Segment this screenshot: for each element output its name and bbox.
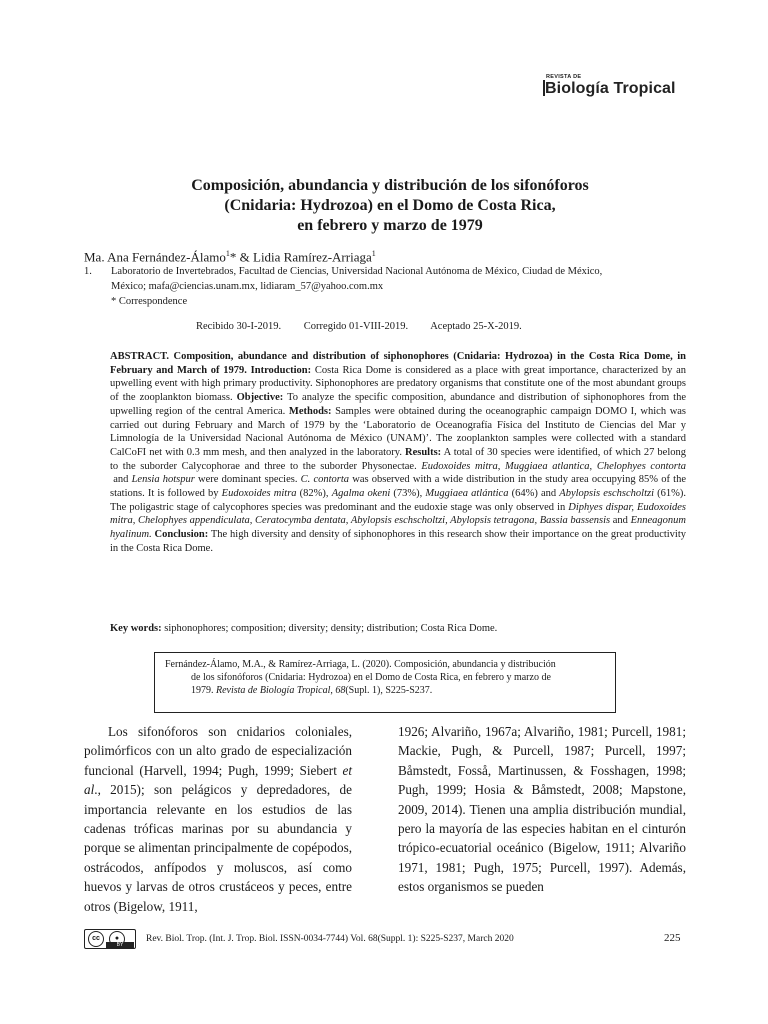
species-7: Agalma okeni: [331, 488, 391, 500]
species-2: Muggiaea atlantica: [505, 460, 590, 472]
citation-pages: (Supl. 1), S225-S237.: [345, 685, 433, 696]
author-1-mark: *: [229, 249, 237, 265]
affiliation-number: 1.: [84, 266, 92, 277]
affiliation-line-2: México; mafa@ciencias.unam.mx, lidiaram_57@yahoo.com.mx: [111, 281, 384, 292]
body-column-right: [398, 722, 686, 897]
species-6: Eudoxoides mitra: [221, 488, 297, 500]
results-text-b: were dominant species.: [194, 474, 301, 486]
author-2: Lidia Ramírez-Arriaga: [253, 249, 372, 265]
abstract: [110, 350, 686, 556]
citation-box: [154, 652, 616, 713]
author-list: [84, 246, 376, 265]
date-accepted: Aceptado 25-X-2019.: [430, 321, 522, 332]
keywords-label: Key words:: [110, 623, 162, 634]
page-number: 225: [664, 932, 681, 944]
body-left-etal: et al: [84, 762, 352, 798]
article-title: [80, 176, 700, 236]
cc-icon: cc: [88, 931, 104, 947]
citation-line-2: de los sifonóforos (Cnidaria: Hydrozoa) en el Domo de Costa Rica, en febrero y marzo de: [191, 672, 551, 683]
results-text-f: (64%) and: [508, 488, 560, 500]
date-corrected: Corregido 01-VIII-2019.: [303, 321, 409, 332]
results-text-g: (61%). The poligastric stage of calycophores species was predominant and the eudoxie stage was only observed in: [110, 488, 687, 513]
sep-1: ,: [497, 460, 505, 472]
abstract-title: Composition, abundance and distribution of siphonophores (Cnidaria: Hydrozoa) in the Costa Rica Dome, in February and March of 1979.: [110, 351, 687, 376]
keywords: [110, 622, 686, 636]
species-11: Enneagonum hyalinum.: [110, 515, 686, 541]
body-left-text-a: Los sifonóforos son cnidarios coloniales, polimórficos con un alto grado de especialización funcional (Harvell, 1994; Pugh, 1999; Siebert: [84, 724, 352, 778]
methods-text: Samples were obtained during the oceanographic campaign DOMO I, which was carried out during February and March of 1979 by the ‘Laboratorio de Oceanografía Física del Instituto de Ciencias del Mar y Limnología de la Universidad Nacional Autónoma de México (UNAM)’. The zooplankton samples were collected with a standard CalCoFI net with 0.3 mm mesh, and then analyzed in the laboratory.: [110, 405, 687, 458]
title-line-2: (Cnidaria: Hydrozoa) en el Domo de Costa Rica,: [224, 197, 556, 214]
person-icon: ●: [109, 931, 125, 947]
by-label: BY: [106, 942, 134, 948]
creative-commons-license-icon[interactable]: [84, 929, 136, 949]
date-received: Recibido 30-I-2019.: [196, 321, 282, 332]
citation-line-3: [165, 684, 615, 697]
body-right-text: 1926; Alvariño, 1967a; Alvariño, 1981; Purcell, 1981; Mackie, Pugh, & Purcell, 1987; Purcell, 1997; Båmstedt, Fosså, Martinussen, & Fosshagen, 1998; Pugh, 1999; Hosia & Båmstedt, 2008; Mapstone, 2009, 2014). Tienen una amplia distribución mundial, pero la mayoría de las especies habitan en el cinturón trópico-ecuatorial oceánico (Bigelow, 1911; Alvariño 1971, 1981; Pugh, 1975; Purcell, 1997). Además, estos organismos se pueden: [398, 724, 686, 895]
species-3: Chelophyes contorta: [596, 460, 687, 472]
citation-sep: ,: [330, 685, 336, 696]
species-10: Diphyes dispar, Eudoxoides mitra, Chelophyes appendiculata, Ceratocymba dentata, Abylopsis eschscholtzi, Abylopsis tetragona, Bassia bassensis: [110, 501, 686, 527]
author-connector: &: [236, 249, 253, 265]
footer-citation: Rev. Biol. Trop. (Int. J. Trop. Biol. ISSN-0034-7744) Vol. 68(Suppl. 1): S225-S237, March 2020: [146, 934, 514, 944]
species-5: C. contorta: [300, 474, 350, 486]
results-text-a: A total of 30 species were identified, of which 27 belong to the suborder Calycophorae and three to the suborder Physonectae.: [110, 446, 687, 472]
article-dates: [196, 320, 542, 334]
author-2-affiliation: 1: [371, 249, 376, 258]
citation-volume: 68: [335, 685, 346, 696]
species-4: Lensia hotspur: [131, 474, 195, 486]
citation-line-1: Fernández-Álamo, M.A., & Ramírez-Arriaga, L. (2020). Composición, abundancia y distribución: [165, 659, 556, 670]
affiliation: [84, 264, 704, 309]
abstract-label: ABSTRACT.: [110, 351, 170, 362]
author-1: Ma. Ana Fernández-Álamo: [84, 249, 226, 265]
results-text-c: was observed with a wide distribution in the study area occupying 85% of the stations. It is followed by: [110, 474, 686, 500]
results-label: Results:: [405, 446, 442, 458]
affiliation-line-1: Laboratorio de Invertebrados, Facultad de Ciencias, Universidad Nacional Autónoma de México, Ciudad de México,: [111, 266, 603, 277]
conclusion-text: The high diversity and density of siphonophores in this research show their importance on the great productivity in the Costa Rica Dome.: [110, 529, 687, 554]
journal-logo: [543, 74, 689, 100]
objective-label: Objective:: [236, 392, 284, 404]
sep-3: and: [110, 474, 132, 486]
author-1-affiliation: 1: [225, 249, 230, 258]
intro-label: Introduction:: [250, 364, 312, 376]
species-8: Muggiaea atlántica: [425, 488, 509, 500]
keywords-text: siphonophores; composition; diversity; density; distribution; Costa Rica Dome.: [164, 623, 498, 634]
citation-journal: Revista de Biología Tropical: [216, 685, 331, 696]
sep-2: ,: [589, 460, 597, 472]
results-text-h: and: [610, 515, 631, 527]
title-line-3: en febrero y marzo de 1979: [297, 217, 483, 234]
title-line-1: Composición, abundancia y distribución de los sifonóforos: [191, 177, 589, 194]
citation-year: 1979.: [191, 685, 216, 696]
correspondence-note: * Correspondence: [111, 296, 188, 307]
logo-main-text: Biología Tropical: [545, 80, 676, 97]
logo-small-text: REVISTA DE: [546, 74, 582, 80]
species-9: Abylopsis eschscholtzi: [559, 488, 654, 500]
results-text-e: (73%),: [390, 488, 426, 500]
conclusion-label: Conclusion:: [154, 529, 209, 541]
objective-text: To analyze the specific composition, abundance and distribution of siphonophores from the upwelling region of the central America.: [110, 392, 686, 417]
intro-text: Costa Rica Dome is considered as a place with great importance, characterized by an upwelling event with high primary productivity. Siphonophores are predatory organisms that constitute one of the most abundant groups of the zooplankton biomass.: [110, 364, 687, 404]
body-column-left: [84, 722, 352, 916]
methods-label: Methods:: [288, 405, 332, 417]
body-left-text-b: ., 2015); son pelágicos y depredadores, de importancia relevante en los estudios de las cadenas tróficas marinas por su abundancia y porque se alimentan principalmente de copépodos, ostrácodos, anfípodos y moluscos, así como huevos y larvas de otros crustáceos y peces, entre otros (Bigelow, 1911,: [84, 782, 352, 914]
species-1: Eudoxoides mitra: [421, 460, 498, 472]
results-text-d: (82%),: [296, 488, 332, 500]
